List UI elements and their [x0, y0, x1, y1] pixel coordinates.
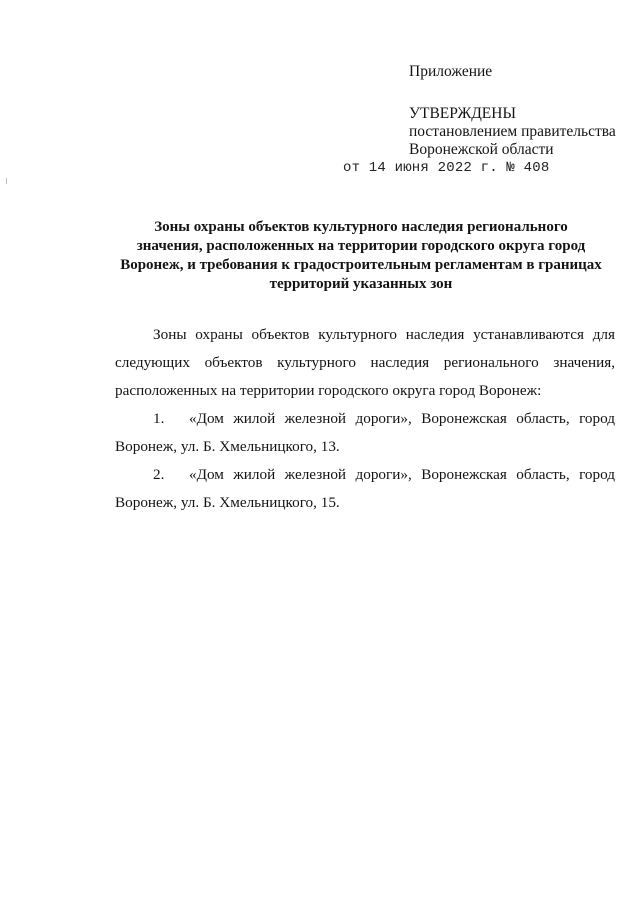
list-item	[115, 461, 615, 517]
list-item-text: «Дом жилой железной дороги», Воронежская область, город	[189, 466, 615, 483]
title-line-3: Воронеж, и требования к градостроительным регламентам в границах	[120, 257, 602, 273]
intro-line-1: Зоны охраны объектов культурного наследия устанавливаются для	[153, 326, 615, 343]
intro-line-2: следующих объектов культурного наследия регионального значения,	[115, 354, 615, 371]
scan-margin-mark	[6, 178, 7, 184]
list-item-continuation: Воронеж, ул. Б. Хмельницкого, 13.	[115, 438, 340, 455]
title-line-2: значения, расположенных на территории городского округа город	[136, 238, 586, 254]
approved-line-2: Воронежской области	[409, 141, 554, 158]
approved-line-1: постановлением правительства	[409, 123, 616, 140]
list-item-text: «Дом жилой железной дороги», Воронежская область, город	[189, 410, 615, 427]
title-line-4: территорий указанных зон	[269, 276, 453, 292]
list-item-continuation: Воронеж, ул. Б. Хмельницкого, 15.	[115, 494, 340, 511]
approved-title: УТВЕРЖДЕНЫ	[409, 105, 516, 122]
list-item-number: 1.	[153, 410, 165, 427]
list-item	[115, 405, 615, 461]
intro-paragraph	[115, 321, 615, 405]
intro-line-3: расположенных на территории городского округа город Воронеж:	[115, 382, 542, 399]
appendix-label: Приложение	[409, 63, 493, 80]
list-item-number: 2.	[153, 466, 165, 483]
approval-block	[409, 105, 616, 159]
decree-date-number: от 14 июня 2022 г. № 408	[343, 160, 550, 176]
document-body	[115, 321, 615, 517]
document-title	[116, 218, 606, 294]
title-line-1: Зоны охраны объектов культурного наследия регионального	[154, 219, 568, 235]
